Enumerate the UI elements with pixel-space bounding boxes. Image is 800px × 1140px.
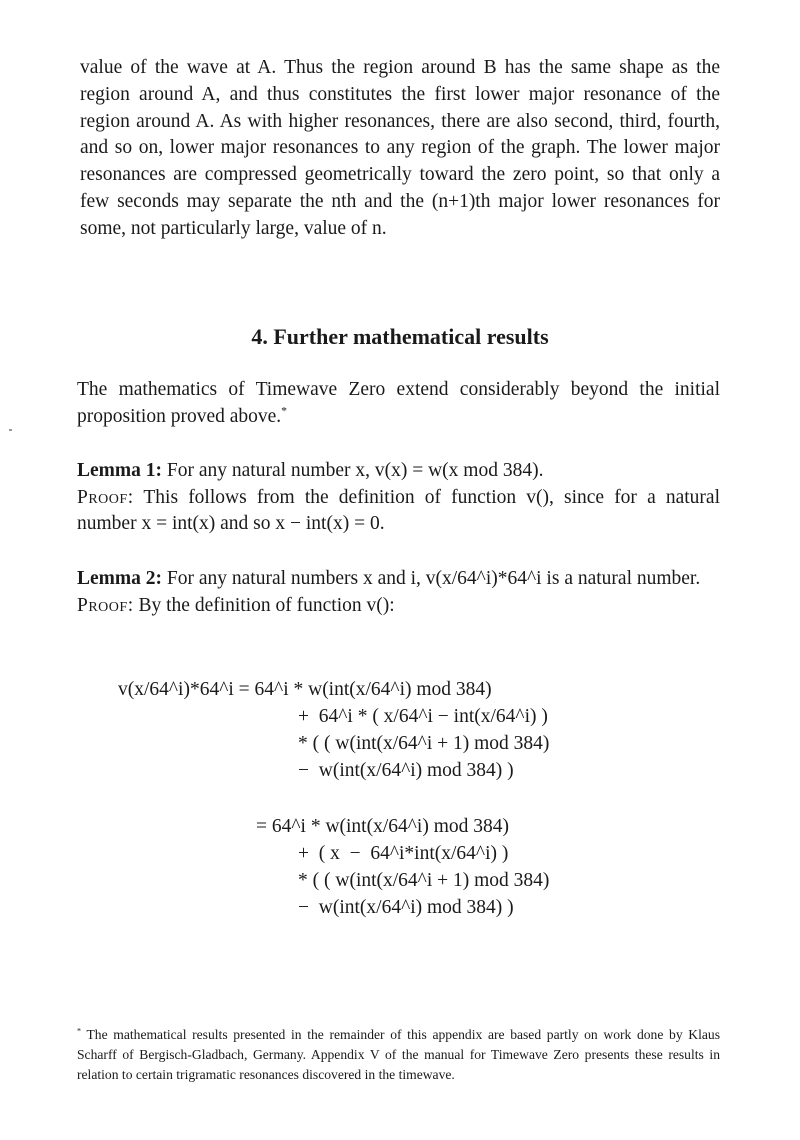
lemma-2-proof-text: By the definition of function v():	[133, 594, 395, 616]
equation-line: = 64^i * w(int(x/64^i) mod 384)	[256, 816, 509, 837]
equation-line: + 64^i * ( x/64^i − int(x/64^i) )	[298, 706, 548, 727]
equation-line: − w(int(x/64^i) mod 384) )	[298, 760, 514, 781]
section-heading: 4. Further mathematical results	[251, 324, 549, 349]
equation-line: v(x/64^i)*64^i = 64^i * w(int(x/64^i) mod 384)	[118, 679, 492, 700]
margin-speck	[9, 429, 12, 431]
equation-line: + ( x − 64^i*int(x/64^i) )	[298, 843, 509, 864]
footnote	[77, 1025, 720, 1085]
equation-line: * ( ( w(int(x/64^i + 1) mod 384)	[298, 733, 550, 754]
lemma-2-label: Lemma 2:	[77, 568, 163, 589]
footnote-text: The mathematical results presented in the remainder of this appendix are based partly on work done by Klaus Scharff of Bergisch-Gladbach, Germany. Appendix V of the manual for Timewave Zero presents these results in relation to certain trigramatic resonances discovered in the timewave.	[77, 1027, 720, 1082]
equation-line: * ( ( w(int(x/64^i + 1) mod 384)	[298, 870, 550, 891]
continuation-paragraph: value of the wave at A. Thus the region around B has the same shape as the region around A, and thus constitutes the first lower major resonance of the region around A. As with higher resonances, there are also second, third, fourth, and so on, lower major resonances to any region of the graph. The lower major resonances are compressed geometrically toward the zero point, so that only a few seconds may separate the nth and the (n+1)th major lower resonances for some, not particularly large, value of n.	[80, 57, 720, 239]
lemma-2-proof-label: Proof:	[77, 594, 134, 616]
intro-paragraph	[77, 377, 720, 430]
lemma-2	[77, 566, 720, 619]
lemma-1-statement: For any natural number x, v(x) = w(x mod 384).	[162, 460, 544, 481]
lemma-1-label: Lemma 1:	[77, 460, 163, 481]
intro-text: The mathematics of Timewave Zero extend considerably beyond the initial proposition proved above.	[77, 379, 720, 427]
lemma-1-proof-text: This follows from the definition of function v(), since for a natural number x = int(x) and so x − int(x) = 0.	[77, 486, 720, 534]
lemma-1	[77, 458, 720, 538]
lemma-1-proof-label: Proof:	[77, 486, 134, 508]
lemma-2-statement: For any natural numbers x and i, v(x/64^i)*64^i is a natural number.	[162, 568, 701, 589]
equation-line: − w(int(x/64^i) mod 384) )	[298, 897, 514, 918]
footnote-marker: *	[281, 404, 288, 417]
footnote-marker: *	[77, 1026, 82, 1036]
